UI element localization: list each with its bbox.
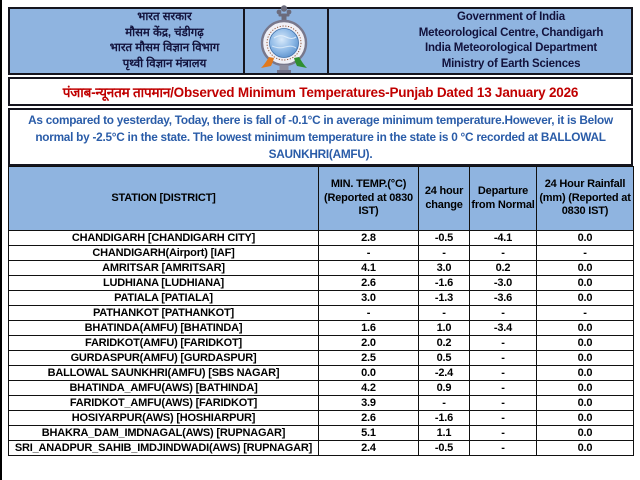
col-rainfall-header: 24 Hour Rainfall (mm) (Reported at 0830 IST) xyxy=(537,167,634,231)
org-header-band xyxy=(8,7,633,75)
report-title-bar xyxy=(8,77,633,106)
table-row xyxy=(9,381,634,396)
departure-cell: - xyxy=(470,336,537,351)
page-left-border xyxy=(0,0,2,480)
station-cell: SRI_ANADPUR_SAHIB_IMDJINDWADI(AWS) [RUPNAGAR] xyxy=(9,441,319,456)
rainfall-cell: 0.0 xyxy=(537,366,634,381)
rainfall-cell: - xyxy=(537,306,634,321)
change-24hr-cell: 0.2 xyxy=(419,336,470,351)
table-row xyxy=(9,351,634,366)
change-24hr-cell: -1.6 xyxy=(419,276,470,291)
org-hindi-line: भारत सरकार xyxy=(137,11,192,23)
table-row xyxy=(9,306,634,321)
station-cell: BHATINDA_AMFU(AWS) [BATHINDA] xyxy=(9,381,319,396)
change-24hr-cell: 0.9 xyxy=(419,381,470,396)
table-row xyxy=(9,291,634,306)
summary-box xyxy=(8,108,633,166)
org-name-english xyxy=(329,10,631,72)
min-temp-cell: 4.2 xyxy=(319,381,419,396)
station-cell: BHAKRA_DAM_IMDNAGAL(AWS) [RUPNAGAR] xyxy=(9,426,319,441)
change-24hr-cell: - xyxy=(419,396,470,411)
change-24hr-cell: -1.3 xyxy=(419,291,470,306)
min-temp-cell: 2.6 xyxy=(319,276,419,291)
org-hindi-line: पृथ्वी विज्ञान मंत्रालय xyxy=(122,57,207,70)
station-cell: FARIDKOT(AMFU) [FARIDKOT] xyxy=(9,336,319,351)
table-row xyxy=(9,426,634,441)
departure-cell: - xyxy=(470,366,537,381)
station-cell: BALLOWAL SAUNKHRI(AMFU) [SBS NAGAR] xyxy=(9,366,319,381)
rainfall-cell: 0.0 xyxy=(537,381,634,396)
min-temp-cell: 2.0 xyxy=(319,336,419,351)
departure-cell: 0.2 xyxy=(470,261,537,276)
rainfall-cell: 0.0 xyxy=(537,426,634,441)
table-header xyxy=(9,167,634,231)
min-temp-cell: 4.1 xyxy=(319,261,419,276)
table-row xyxy=(9,366,634,381)
min-temp-cell: - xyxy=(319,306,419,321)
departure-cell: - xyxy=(470,381,537,396)
change-24hr-cell: 3.0 xyxy=(419,261,470,276)
min-temp-cell: 0.0 xyxy=(319,366,419,381)
table-row xyxy=(9,231,634,246)
station-cell: HOSIYARPUR(AWS) [HOSHIARPUR] xyxy=(9,411,319,426)
departure-cell: -4.1 xyxy=(470,231,537,246)
change-24hr-cell: -2.4 xyxy=(419,366,470,381)
min-temp-cell: 3.0 xyxy=(319,291,419,306)
departure-cell: - xyxy=(470,306,537,321)
departure-cell: - xyxy=(470,441,537,456)
station-cell: BHATINDA(AMFU) [BHATINDA] xyxy=(9,321,319,336)
table-row xyxy=(9,261,634,276)
change-24hr-cell: -0.5 xyxy=(419,231,470,246)
station-cell: CHANDIGARH(Airport) [IAF] xyxy=(9,246,319,261)
change-24hr-cell: -0.5 xyxy=(419,441,470,456)
col-min-temp-header: MIN. TEMP.(°C) (Reported at 0830 IST) xyxy=(319,167,419,231)
min-temp-cell: 2.8 xyxy=(319,231,419,246)
change-24hr-cell: 1.0 xyxy=(419,321,470,336)
rainfall-cell: 0.0 xyxy=(537,351,634,366)
departure-cell: -3.4 xyxy=(470,321,537,336)
table-row xyxy=(9,411,634,426)
change-24hr-cell: 1.1 xyxy=(419,426,470,441)
min-temp-cell: 3.9 xyxy=(319,396,419,411)
org-english-line: Ministry of Earth Sciences xyxy=(441,57,581,70)
rainfall-cell: 0.0 xyxy=(537,396,634,411)
org-english-line: Government of India xyxy=(456,11,566,23)
station-cell: FARIDKOT_AMFU(AWS) [FARIDKOT] xyxy=(9,396,319,411)
rainfall-cell: - xyxy=(537,246,634,261)
table-row xyxy=(9,336,634,351)
table-row xyxy=(9,276,634,291)
table-header-row xyxy=(9,167,634,231)
station-cell: CHANDIGARH [CHANDIGARH CITY] xyxy=(9,231,319,246)
station-cell: PATHANKOT [PATHANKOT] xyxy=(9,306,319,321)
station-observations-table xyxy=(8,166,634,456)
station-cell: GURDASPUR(AMFU) [GURDASPUR] xyxy=(9,351,319,366)
rainfall-cell: 0.0 xyxy=(537,411,634,426)
min-temp-cell: 2.6 xyxy=(319,411,419,426)
report-title: पंजाब-न्यूनतम तापमान/Observed Minimum Temperatures-Punjab Dated 13 January 2026 xyxy=(62,84,579,100)
change-24hr-cell: - xyxy=(419,306,470,321)
table-row xyxy=(9,321,634,336)
col-station-header: STATION [DISTRICT] xyxy=(9,167,319,231)
change-24hr-cell: - xyxy=(419,246,470,261)
change-24hr-cell: -1.6 xyxy=(419,411,470,426)
rainfall-cell: 0.0 xyxy=(537,336,634,351)
min-temp-cell: 2.5 xyxy=(319,351,419,366)
org-english-line: Meteorological Centre, Chandigarh xyxy=(418,26,604,39)
table-row xyxy=(9,441,634,456)
departure-cell: - xyxy=(470,411,537,426)
org-hindi-line: मौसम केंद्र, चंडीगढ़ xyxy=(125,26,204,39)
departure-cell: - xyxy=(470,351,537,366)
rainfall-cell: 0.0 xyxy=(537,291,634,306)
station-cell: PATIALA [PATIALA] xyxy=(9,291,319,306)
rainfall-cell: 0.0 xyxy=(537,276,634,291)
col-departure-header: Departure from Normal xyxy=(470,167,537,231)
rainfall-cell: 0.0 xyxy=(537,261,634,276)
header-divider xyxy=(243,9,245,73)
col-24hr-change-header: 24 hour change xyxy=(419,167,470,231)
table-row xyxy=(9,396,634,411)
min-temp-cell: 2.4 xyxy=(319,441,419,456)
summary-text: As compared to yesterday, Today, there is fall of -0.1°C in average minimum temperature.However, it is Below normal by -2.5°C in the state. The lowest minimum temperature in the state is 0 °C recorded at BALLOWAL SAUNKHRI(AMFU). xyxy=(28,112,613,161)
table-row xyxy=(9,246,634,261)
rainfall-cell: 0.0 xyxy=(537,231,634,246)
rainfall-cell: 0.0 xyxy=(537,321,634,336)
station-cell: LUDHIANA [LUDHIANA] xyxy=(9,276,319,291)
departure-cell: - xyxy=(470,426,537,441)
departure-cell: - xyxy=(470,246,537,261)
change-24hr-cell: 0.5 xyxy=(419,351,470,366)
org-name-hindi xyxy=(10,10,243,72)
org-hindi-line: भारत मौसम विज्ञान विभाग xyxy=(109,42,220,54)
rainfall-cell: 0.0 xyxy=(537,441,634,456)
station-cell: AMRITSAR [AMRITSAR] xyxy=(9,261,319,276)
departure-cell: -3.6 xyxy=(470,291,537,306)
departure-cell: -3.0 xyxy=(470,276,537,291)
station-table-body xyxy=(9,231,634,456)
departure-cell: - xyxy=(470,396,537,411)
min-temp-cell: 1.6 xyxy=(319,321,419,336)
min-temp-cell: 5.1 xyxy=(319,426,419,441)
org-english-line: India Meteorological Department xyxy=(424,42,598,54)
min-temp-cell: - xyxy=(319,246,419,261)
imd-emblem-logo-icon xyxy=(258,4,310,76)
